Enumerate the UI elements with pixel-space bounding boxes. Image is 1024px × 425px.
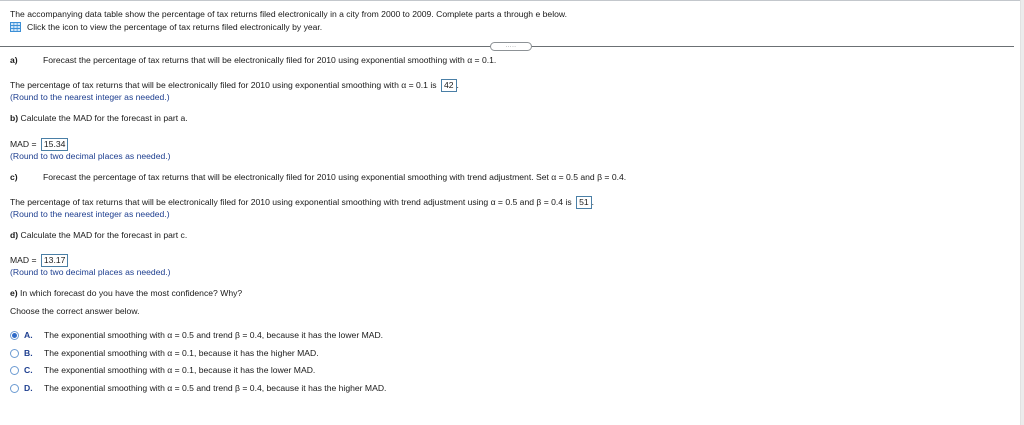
part-b-mad-input[interactable]: 15.34	[41, 138, 69, 151]
part-a-answer-text: The percentage of tax returns that will be electronically filed for 2010 using exponential smoothing with α = 0.1 is	[10, 80, 437, 90]
part-a-answer-row	[10, 79, 459, 92]
part-b-prompt-text: Calculate the MAD for the forecast in part a.	[20, 113, 188, 123]
option-b-letter: B.	[24, 348, 33, 358]
option-d-text: The exponential smoothing with α = 0.5 and trend β = 0.4, because it has the higher MAD.	[44, 383, 387, 393]
part-c-answer-suffix: .	[591, 197, 595, 207]
part-d-hint: (Round to two decimal places as needed.)	[10, 267, 171, 277]
radio-selected-icon[interactable]	[10, 331, 19, 340]
part-a-answer-suffix: .	[456, 80, 459, 90]
part-d-label: d)	[10, 230, 19, 240]
part-e-instruction: Choose the correct answer below.	[10, 306, 140, 316]
part-a-answer-input[interactable]: 42	[441, 79, 457, 92]
part-c-hint: (Round to the nearest integer as needed.)	[10, 209, 170, 219]
part-d-answer-label: MAD =	[10, 255, 37, 265]
part-a-prompt	[10, 55, 496, 66]
option-a[interactable]	[10, 330, 383, 341]
option-b-text: The exponential smoothing with α = 0.1, because it has the higher MAD.	[44, 348, 319, 358]
part-a-prompt-text: Forecast the percentage of tax returns that will be electronically filed for 2010 using exponential smoothing with α = 0.1.	[43, 55, 497, 65]
part-c-answer-text: The percentage of tax returns that will be electronically filed for 2010 using exponential smoothing with trend adjustment using α = 0.5 and β = 0.4 is	[10, 197, 572, 207]
vertical-scrollbar[interactable]	[1020, 0, 1024, 425]
top-border	[0, 0, 1021, 1]
part-b-hint: (Round to two decimal places as needed.)	[10, 151, 171, 161]
part-b-answer-row	[10, 138, 68, 151]
drag-handle-dots-icon: .....	[505, 42, 517, 49]
part-c-prompt	[10, 172, 626, 183]
part-c-prompt-text: Forecast the percentage of tax returns that will be electronically filed for 2010 using exponential smoothing with trend adjustment. Set α = 0.5 and β = 0.4.	[43, 172, 627, 182]
option-d-letter: D.	[24, 383, 33, 393]
part-d-answer-row	[10, 254, 68, 267]
radio-unselected-icon[interactable]	[10, 349, 19, 358]
part-d-prompt	[10, 230, 187, 241]
option-c[interactable]	[10, 365, 315, 376]
intro-text: The accompanying data table show the percentage of tax returns filed electronically in a city from 2000 to 2009. Complete parts a through e below.	[10, 9, 568, 19]
part-c-answer-row	[10, 196, 594, 209]
part-b-prompt	[10, 113, 188, 124]
part-c-answer-input[interactable]: 51	[576, 196, 592, 209]
part-c-label: c)	[10, 172, 18, 182]
option-c-letter: C.	[24, 365, 33, 375]
table-grid-icon[interactable]	[10, 22, 21, 32]
part-a-hint: (Round to the nearest integer as needed.)	[10, 92, 170, 102]
data-table-link-row	[10, 22, 322, 33]
option-a-letter: A.	[24, 330, 33, 340]
data-table-link-text[interactable]: Click the icon to view the percentage of tax returns filed electronically by year.	[27, 22, 323, 32]
part-a-label: a)	[10, 55, 18, 65]
part-b-answer-label: MAD =	[10, 139, 37, 149]
radio-unselected-icon[interactable]	[10, 366, 19, 375]
part-d-prompt-text: Calculate the MAD for the forecast in part c.	[20, 230, 188, 240]
option-b[interactable]	[10, 348, 319, 359]
option-c-text: The exponential smoothing with α = 0.1, because it has the lower MAD.	[44, 365, 316, 375]
part-e-prompt	[10, 288, 242, 299]
part-e-label: e)	[10, 288, 18, 298]
part-e-prompt-text: In which forecast do you have the most confidence? Why?	[20, 288, 243, 298]
divider-drag-handle[interactable]	[490, 42, 532, 51]
option-a-text: The exponential smoothing with α = 0.5 and trend β = 0.4, because it has the lower MAD.	[44, 330, 384, 340]
option-d[interactable]	[10, 383, 386, 394]
part-b-label: b)	[10, 113, 19, 123]
radio-unselected-icon[interactable]	[10, 384, 19, 393]
part-d-mad-input[interactable]: 13.17	[41, 254, 69, 267]
